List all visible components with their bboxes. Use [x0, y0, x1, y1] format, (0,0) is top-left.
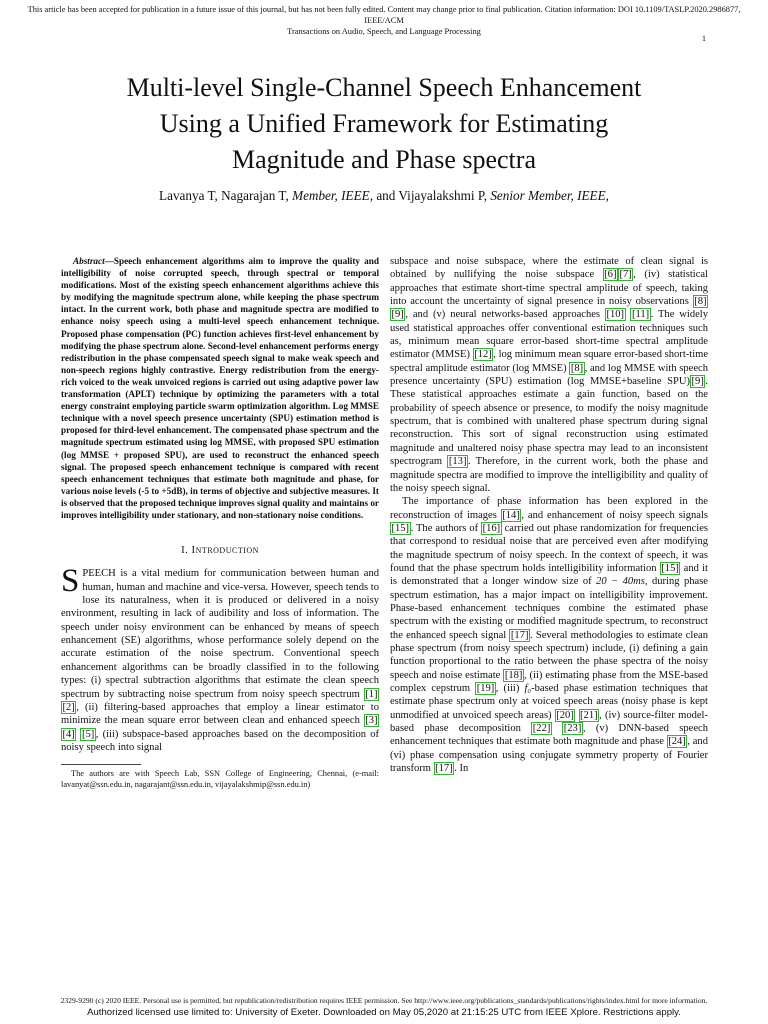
author-affiliation-footnote: The authors are with Speech Lab, SSN College of Engineering, Chennai, (e-mail: lavanyat@ssn.edu.in, nagarajant@ssn.edu.in, vijayalakshmip@ssn.edu.in) — [61, 769, 379, 789]
citation-link[interactable]: [23] — [563, 723, 582, 735]
license-footer: Authorized licensed use limited to: University of Exeter. Downloaded on May 05,2020 at 21:15:25 UTC from IEEE Xplore. Restrictions apply. — [87, 1007, 681, 1018]
citation-link[interactable]: [5] — [81, 728, 95, 740]
title-line-2: Using a Unified Framework for Estimating — [159, 109, 609, 138]
journal-notice — [10, 4, 758, 37]
body-text: The importance of phase information has been explored in the reconstruction of images — [390, 496, 708, 521]
copyright-footer: 2329-9290 (c) 2020 IEEE. Personal use is permitted, but republication/redistribution requires IEEE permission. See http://www.ieee.org/publications_standards/publications/rights/index.html for more information. — [60, 996, 708, 1005]
citation-link[interactable]: [12] — [474, 349, 492, 361]
abstract-lead: Abstract — [73, 256, 105, 266]
body-text: , and enhancement of noisy speech signals — [521, 509, 709, 521]
body-text: . The widely used statistical approaches offer conventional estimation techniques such as, minimum mean square error-based short-time spectral amplitude estimator (MMSE) — [390, 309, 708, 361]
body-text: subspace and noise subspace, where the estimate of clean signal is obtained by nullifying the noise subspace — [390, 256, 708, 281]
abstract — [61, 255, 379, 521]
body-text: , during phase spectrum estimation, has a major impact on intelligibility improvement. Phase-based enhancement techniques combine the estimated phase spectrum with the existing or modified magnitude spectrum, to reconstruct the enhanced speech signal — [390, 576, 708, 641]
citation-link[interactable]: [15] — [661, 562, 679, 574]
citation-link[interactable]: [14] — [502, 509, 520, 521]
body-text: , and log MMSE with speech presence uncertainty (SPU) estimation (log MMSE+baseline SPU) — [390, 362, 708, 388]
intro-text-b: , (ii) filtering-based approaches that employ a linear estimator to minimize the mean square error between clean and enhanced speech — [61, 701, 379, 727]
page-number: 1 — [701, 34, 706, 43]
body-text: carried out phase randomization for frequencies that correspond to residual noise that are perceived even after modifying the magnitude spectrum of noisy speech. In the context of speech, it was found that the phase spectrum holds intelligibility information — [390, 522, 708, 574]
citation-link[interactable]: [7] — [619, 269, 632, 281]
body-text: , and (v) neural networks-based approaches — [405, 309, 605, 321]
body-text: , (iv) statistical approaches that estimate short-time spectral amplitude of speech, taking into account the uncertainty of signal presence in noisy observations — [390, 269, 708, 308]
citation-link[interactable]: [17] — [510, 629, 529, 641]
author-3-role: Senior Member, IEEE, — [490, 188, 609, 203]
citation-link[interactable]: [1] — [365, 688, 378, 700]
body-text: , (v) DNN-based speech enhancement techniques that estimate both magnitude and phase — [390, 723, 709, 748]
author-2: Nagarajan T, — [221, 188, 289, 203]
notice-line-2: Transactions on Audio, Speech, and Language Processing — [287, 27, 481, 36]
body-text: , (iv) source-filter model-based phase decomposition — [390, 709, 708, 735]
intro-text-a: PEECH is a vital medium for communication between human and human, human and machine and vice-versa. However, speech tends to lose its naturalness, when it is produced or delivered in a noisy environment, resulting in lack of audibility and loss of information. The speech under noisy environment can be enhanced by means of speech enhancement (SE) algorithms, whose performance solely depend on the accurate estimation of the noise spectrum. Conventional speech enhancement algorithms can be broadly classified in to the following types: (i) spectral subtraction algorithms that estimate the clean speech spectrum by subtracting noise spectrum from noisy speech spectrum — [61, 568, 379, 700]
drop-cap: S — [61, 563, 80, 600]
body-text: , log minimum mean square error-based short-time spectral amplitude estimator (log MMSE) — [390, 349, 709, 374]
footnote-divider — [61, 764, 141, 765]
title-line-1: Multi-level Single-Channel Speech Enhancement — [126, 73, 642, 102]
body-text: . Several methodologies to estimate clean phase spectrum (from noisy speech spectrum) include, (i) defining a gain function proportional to the ratio between the phase spectra of the noisy speech and noise estimate — [390, 629, 708, 681]
citation-link[interactable]: [9] — [391, 309, 404, 321]
abstract-text: —Speech enhancement algorithms aim to improve the quality and intelligibility of noise corrupted speech, through spectral or temporal modifications. Most of the existing speech enhancement algorithms achieve this by modifying the magnitude spectrum alone, while keeping the phase spectrum intact. In the current work, both phase and magnitude spectra are modified to enhance noisy speech using a multi-level speech enhancement technique. Proposed phase compensation (PC) function achieves first-level enhancement by modifying the phase spectrum alone. Second-level enhancement performs energy redistribution in the phase compensated speech signal to make weak speech and non-speech regions highly contrastive. Energy redistribution from the energy-rich voiced to the weak unvoiced regions is carried out using adaptive power law transformation (APLT) technique by optimizing the parameters with a total energy constraint employing particle swarm optimization algorithm. Log MMSE technique with a novel speech presence uncertainty (SPU) estimation method is proposed for third-level enhancement. The compensated phase spectrum and the magnitude spectrum estimated using log MMSE, with proposed SPU estimation (log MMSE + proposed SPU), are used to reconstruct the enhanced speech signal. The proposed speech enhancement technique is compared with recent speech enhancement techniques that estimate both magnitude and phase, for various noise levels (-5 to +5dB), in terms of objective and subjective measures. It is observed that the proposed technique improves signal quality and maintains or improves intelligibility under stationary, and non-stationary noise conditions. — [61, 256, 379, 520]
left-column — [61, 255, 379, 790]
body-paragraph-2 — [390, 495, 708, 775]
citation-link[interactable]: [19] — [476, 683, 495, 694]
author-3: Vijayalakshmi P, — [398, 188, 488, 203]
citation-link[interactable]: [16] — [482, 522, 501, 534]
author-list — [40, 188, 728, 204]
citation-link[interactable]: [24] — [668, 736, 686, 748]
body-paragraph-1 — [390, 255, 708, 495]
intro-text-c: , (iii) subspace-based approaches based on the decomposition of noisy speech into signal — [61, 728, 379, 753]
author-1: Lavanya T, — [159, 188, 218, 203]
body-text: and it is demonstrated that a longer window size of — [390, 562, 708, 588]
author-2-role: Member, IEEE, — [292, 188, 374, 203]
intro-paragraph — [61, 563, 379, 754]
right-column — [390, 255, 708, 775]
body-text: , (iii) — [495, 683, 525, 694]
notice-line-1: This article has been accepted for publication in a future issue of this journal, but has not been fully edited. Content may change prior to final publication. Citation information: DOI 10.1109/TASLP.2020.2986877, IEEE/ACM — [27, 5, 741, 25]
title-line-3: Magnitude and Phase spectra — [232, 145, 536, 174]
body-text: . These statistical approaches estimate a gain function, based on the probability of speech absence or presence, to modify the noisy magnitude spectrum, that is combined with unaltered phase spectrum during signal reconstruction. This sort of signal reconstruction using estimated magnitude and unaltered noisy phase spectra may lead to an inconsistent spectrogram — [390, 376, 708, 468]
body-text: , and (vi) phase compensation using conjugate symmetry property of Fourier transform — [390, 736, 708, 775]
citation-link[interactable]: [8] — [694, 296, 707, 308]
body-text: . Therefore, in the current work, both the phase and magnitude spectra are modified to improve the intelligibility and quality of the noisy speech signal. — [390, 456, 709, 494]
citation-link[interactable]: [15] — [391, 522, 410, 534]
citation-link[interactable]: [20] — [556, 709, 574, 721]
body-text: . The authors of — [410, 522, 482, 534]
body-text: -based phase estimation techniques that estimate phase spectrum only at voiced speech areas (noisy phase is kept unmodified at unvoiced speech areas) — [390, 683, 708, 721]
citation-link[interactable]: [18] — [504, 669, 523, 681]
paper-title — [40, 70, 728, 178]
math-window-size: 20 − 40ms — [596, 576, 645, 588]
citation-link[interactable]: [6] — [604, 269, 617, 281]
body-text: , (ii) estimating phase from the MSE-based complex cepstrum — [390, 669, 708, 694]
citation-link[interactable]: [13] — [448, 456, 467, 468]
citation-link[interactable]: [21] — [580, 709, 598, 721]
citation-link[interactable]: [9] — [691, 376, 704, 388]
section-heading-introduction: I. Introduction — [181, 544, 259, 557]
citation-link[interactable]: [10] — [606, 309, 625, 321]
citation-link[interactable]: [8] — [570, 362, 584, 374]
citation-link[interactable]: [3] — [365, 715, 378, 727]
math-f0: f₀ — [524, 683, 532, 694]
citation-link[interactable]: [2] — [62, 701, 75, 713]
citation-link[interactable]: [11] — [631, 309, 650, 321]
citation-link[interactable]: [22] — [532, 723, 551, 735]
citation-link[interactable]: [4] — [62, 728, 75, 740]
author-conjunction: and — [376, 188, 396, 203]
body-text: . In — [454, 763, 469, 775]
citation-link[interactable]: [17] — [435, 763, 453, 775]
